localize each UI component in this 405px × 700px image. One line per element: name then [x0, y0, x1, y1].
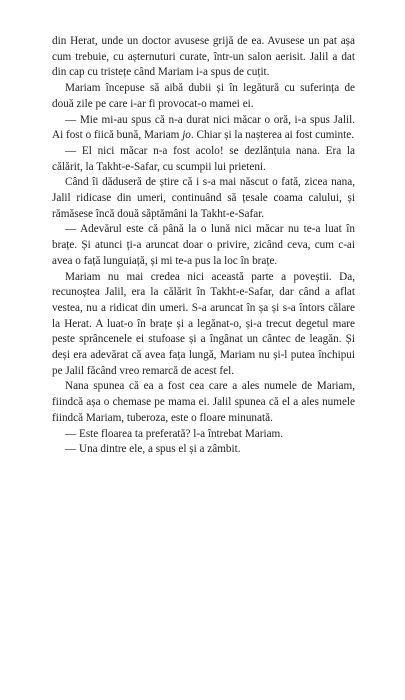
book-page-text: [52, 34, 355, 458]
paragraph-7: [52, 270, 355, 380]
paragraph-10-text: — Una dintre ele, a spus el și a zâmbit.: [65, 443, 241, 456]
paragraph-5: [52, 175, 355, 222]
paragraph-2-text: Mariam începuse să aibă dubii și în legătură cu suferința de două zile pe care i-ar fi provocat-o mamei ei.: [52, 82, 355, 110]
paragraph-4: [52, 144, 355, 175]
paragraph-9: [52, 427, 355, 443]
paragraph-2: [52, 81, 355, 112]
paragraph-7-text: Mariam nu mai credea nici această parte a poveștii. Da, recunoștea Jalil, era la călărit în Takht-e-Safar, dar când a aflat vestea, nu a ridicat din umeri. S-a aruncat în șa și s-a întors călare la Herat. A luat-o în brațe și a legănat-o, și-a trecut degetul mare peste sprâncenele ei stufoase și a îngânat un cântec de leagăn. Și deși era adevărat că avea fața lungă, Mariam nu și-l putea închipui pe Jalil făcând vreo remarcă de acest fel.: [52, 270, 355, 377]
paragraph-6-text: — Adevărul este că până la o lună nici măcar nu te-a luat în brațe. Și atunci ți-a aruncat doar o privire, zicând ceva, cum c-ai avea o față lunguiață, și mi te-a pus la loc în brațe.: [52, 223, 355, 267]
paragraph-5-text: Când îi dăduseră de știre că i s-a mai născut o fată, zicea nana, Jalil ridicase din umeri, continuând să țesale coama calului, și rămăsese încă două săptămâni la Takht-e-Safar.: [52, 176, 355, 220]
paragraph-3: [52, 113, 355, 144]
paragraph-3-italic-word: jo: [182, 129, 191, 142]
paragraph-1: [52, 34, 355, 81]
paragraph-9-text: — Este floarea ta preferată? l-a întrebat Mariam.: [65, 427, 284, 440]
paragraph-8: [52, 379, 355, 426]
paragraph-1-text: din Herat, unde un doctor avusese grijă de ea. Avusese un pat așa cum trebuie, cu așternuturi curate, într-un salon aerisit. Jalil a dat din cap cu tristețe când Mariam i-a spus de cuțit.: [52, 35, 355, 79]
paragraph-6: [52, 222, 355, 269]
paragraph-3-text-a: — Mie mi-au spus că n-a durat nici măcar o oră, i-a spus Jalil. Ai fost o fiică bună, Mariam: [52, 113, 355, 142]
paragraph-8-text: Nana spunea că ea a fost cea care a ales numele de Mariam, fiindcă așa o chemase pe mama ei. Jalil spunea că el a ales numele fiindcă Mariam, tuberoza, este o floare minunată.: [52, 380, 355, 424]
paragraph-10: [52, 442, 355, 458]
paragraph-4-text: — El nici măcar n-a fost acolo! se dezlănțuia nana. Era la călărit, la Takht-e-Safar, cu scumpii lui prieteni.: [52, 144, 355, 173]
paragraph-3-text-b: . Chiar și la nașterea ai fost cuminte.: [190, 129, 354, 142]
